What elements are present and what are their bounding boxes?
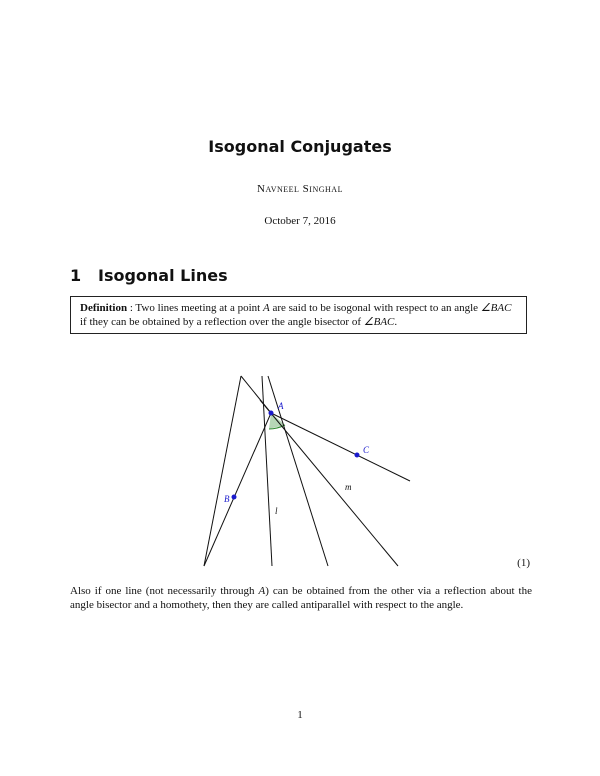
definition-text-4: . (394, 316, 398, 328)
point-C (355, 453, 360, 458)
author-name: Navneel Singhal (257, 183, 343, 195)
label-m: m (345, 482, 352, 492)
line-AC (271, 413, 410, 481)
line-m (260, 400, 398, 566)
definition-angle-1: ∠BAC (480, 302, 512, 314)
body-paragraph (70, 584, 532, 612)
section-title: Isogonal Lines (98, 266, 228, 285)
isogonal-figure (0, 360, 600, 580)
label-A: A (278, 401, 284, 411)
paragraph-text-2: ) can be obtained from the other via a reflection about the angle bisector and a homothety, then they are called antiparallel with respect to the angle. (70, 585, 533, 611)
label-l: l (275, 506, 278, 516)
paper-date: October 7, 2016 (264, 215, 336, 227)
point-A (269, 411, 274, 416)
line-AB-lower (204, 413, 271, 566)
definition-text-3: if they can be obtained by a reflection over the angle bisector of (80, 316, 364, 328)
definition-text-2: are said to be isogonal with respect to an angle (269, 302, 481, 314)
line-AB (204, 376, 241, 566)
section-heading (70, 266, 228, 285)
paragraph-point-A: A (258, 585, 266, 597)
definition-box (70, 296, 527, 334)
label-B: B (224, 494, 230, 504)
paper-title: Isogonal Conjugates (208, 137, 392, 156)
label-C: C (363, 445, 370, 455)
point-B (232, 495, 237, 500)
section-number: 1 (70, 266, 82, 285)
definition-point-A: A (262, 302, 270, 314)
equation-number: (1) (517, 557, 530, 569)
definition-text-1: : Two lines meeting at a point (127, 302, 263, 314)
definition-angle-2: ∠BAC (363, 316, 395, 328)
paragraph-text-1: Also if one line (not necessarily through (70, 585, 259, 597)
definition-label: Definition (80, 302, 128, 314)
page-number: 1 (297, 709, 303, 721)
